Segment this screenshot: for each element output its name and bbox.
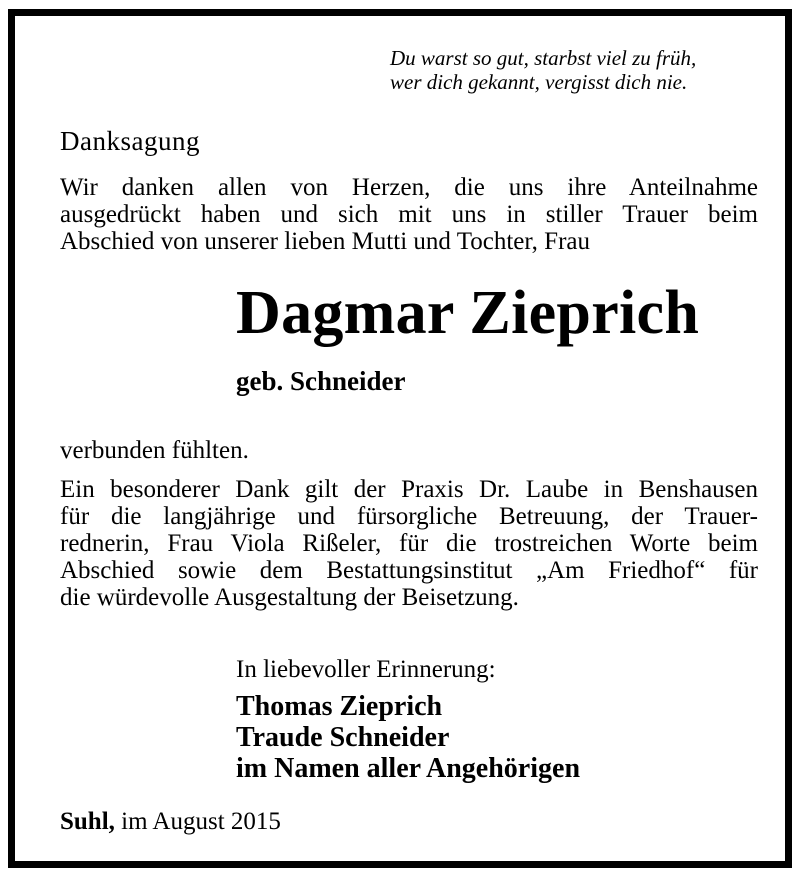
signer-3: im Namen aller Angehörigen [236,753,581,784]
thanks-line-4: Abschied sowie dem Bestattungsinstitut „Am Friedhof“ für [60,557,758,584]
notice-content [60,16,780,861]
notice-frame [8,9,792,868]
motto-line-1: Du warst so gut, starbst viel zu früh, [390,46,697,70]
thanks-paragraph [60,476,758,611]
maiden-name: geb. Schneider [236,366,406,396]
intro-paragraph [60,174,758,255]
place-text: Suhl, [60,808,115,835]
place-date-line [60,808,281,836]
motto-verse [390,46,696,94]
signer-1: Thomas Zieprich [236,691,443,722]
thanks-line-1: Ein besonderer Dank gilt der Praxis Dr. Laube in Benshausen [60,476,758,503]
notice-heading: Danksagung [60,126,200,156]
motto-line-2: wer dich gekannt, vergisst dich nie. [390,70,688,94]
date-text: im August 2015 [121,808,281,835]
memory-label: In liebevoller Erinnerung: [236,656,496,683]
intro-line-3: Abschied von unserer lieben Mutti und Tochter, Frau [60,228,591,255]
thanks-line-3: rednerin, Frau Viola Rißeler, für die trostreichen Worte beim [60,530,758,557]
intro-line-1: Wir danken allen von Herzen, die uns ihre Anteilnahme [60,174,758,201]
deceased-name: Dagmar Zieprich [236,279,700,347]
thanks-line-5: die würdevolle Ausgestaltung der Beisetzung. [60,584,519,611]
intro-line-2: ausgedrückt haben und sich mit uns in stiller Trauer beim [60,201,758,228]
thanks-line-2: für die langjährige und fürsorgliche Betreuung, der Trauer- [60,503,758,530]
after-name-text: verbunden fühlten. [60,437,249,464]
signer-2: Traude Schneider [236,722,450,753]
signers-block [236,691,580,784]
